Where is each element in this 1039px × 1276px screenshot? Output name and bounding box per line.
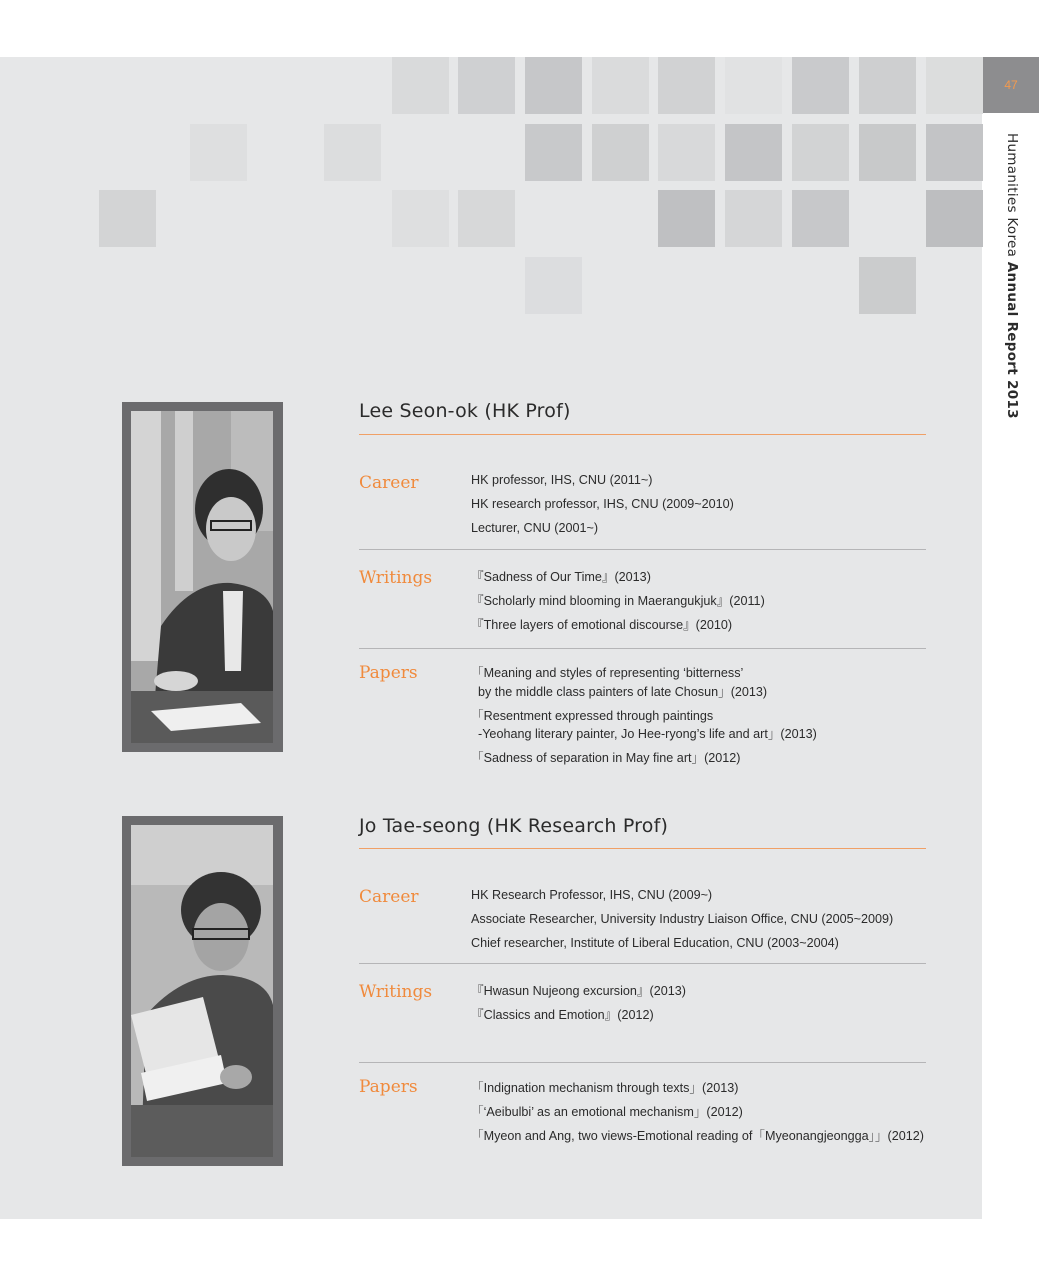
list-item: -Yeohang literary painter, Jo Hee-ryong’s life and art」(2013) [471,727,817,741]
divider [359,848,926,849]
divider [359,648,926,649]
list-item: 「Sadness of separation in May fine art」(2012) [471,751,741,765]
list-item: 「Indignation mechanism through texts」(2013) [471,1081,739,1095]
portrait-photo-lee [131,411,273,743]
page-number: 47 [983,57,1039,113]
list-item: HK Research Professor, IHS, CNU (2009~) [471,888,713,902]
list-item: Associate Researcher, University Industry Liaison Office, CNU (2005~2009) [471,912,894,926]
divider [359,963,926,964]
list-item: by the middle class painters of late Chosun」(2013) [471,685,768,699]
portrait-frame-jo [122,816,283,1166]
list-item: 『Scholarly mind blooming in Maerangukjuk』(2011) [471,594,765,608]
list-item: Lecturer, CNU (2001~) [471,521,599,535]
list-item: 『Three layers of emotional discourse』(2010) [471,618,733,632]
list-item: 『Sadness of Our Time』(2013) [471,570,651,584]
list-item: Chief researcher, Institute of Liberal Education, CNU (2003~2004) [471,936,839,950]
list-item: HK research professor, IHS, CNU (2009~2010) [471,497,734,511]
list-item: 「‘Aeibulbi’ as an emotional mechanism」(2012) [471,1105,743,1119]
divider [359,549,926,550]
section-label-papers: Papers [359,1077,418,1097]
section-label-writings: Writings [359,982,433,1002]
section-label-papers: Papers [359,663,418,683]
divider [359,434,926,435]
section-label-career: Career [359,887,419,907]
portrait-photo-jo [131,825,273,1157]
list-item: 「Myeon and Ang, two views-Emotional reading of「Myeonangjeongga」」(2012) [471,1129,924,1143]
section-label-career: Career [359,473,419,493]
person-name: Lee Seon-ok (HK Prof) [359,400,571,422]
portrait-frame-lee [122,402,283,752]
section-label-writings: Writings [359,568,433,588]
sidebar-title: Humanities Korea Annual Report 2013 [1004,133,1020,419]
list-item: 『Hwasun Nujeong excursion』(2013) [471,984,686,998]
list-item: 「Resentment expressed through paintings [471,709,714,723]
divider [359,1062,926,1063]
person-name: Jo Tae-seong (HK Research Prof) [359,815,669,837]
list-item: 「Meaning and styles of representing ‘bitterness’ [471,666,744,680]
list-item: 『Classics and Emotion』(2012) [471,1008,654,1022]
list-item: HK professor, IHS, CNU (2011~) [471,473,653,487]
